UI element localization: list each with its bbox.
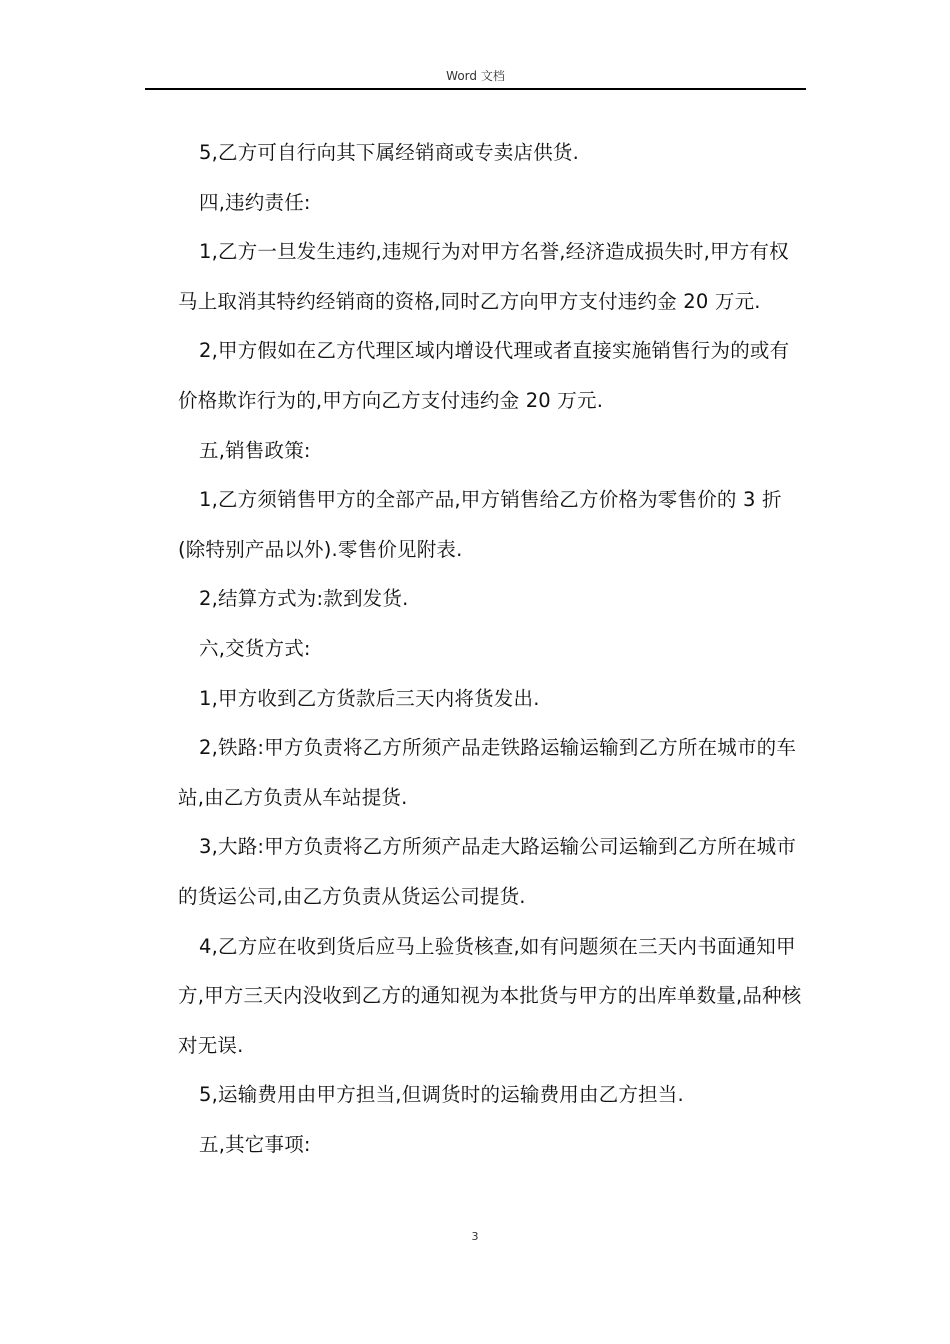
paragraph: 1,甲方收到乙方货款后三天内将货发出. bbox=[199, 686, 540, 710]
page-number: 3 bbox=[471, 1230, 479, 1243]
section-heading: 五,其它事项: bbox=[199, 1132, 311, 1156]
paragraph: 2,铁路:甲方负责将乙方所须产品走铁路运输运输到乙方所在城市的车站,由乙方负责从车站提货. bbox=[178, 736, 797, 809]
paragraph: 3,大路:甲方负责将乙方所须产品走大路运输公司运输到乙方所在城市的货运公司,由乙方负责从货运公司提货. bbox=[178, 835, 797, 908]
header-title: Word 文档 bbox=[446, 69, 505, 83]
paragraph: 2,结算方式为:款到发货. bbox=[199, 587, 409, 611]
section-heading: 四,违约责任: bbox=[199, 190, 311, 214]
paragraph: 1,乙方一旦发生违约,违规行为对甲方名誉,经济造成损失时,甲方有权马上取消其特约经销商的资格,同时乙方向甲方支付违约金 20 万元. bbox=[178, 240, 789, 313]
paragraph: 2,甲方假如在乙方代理区域内增设代理或者直接实施销售行为的或有价格欺诈行为的,甲方向乙方支付违约金 20 万元. bbox=[178, 339, 790, 412]
section-heading: 五,销售政策: bbox=[199, 438, 311, 462]
section-heading: 六,交货方式: bbox=[199, 636, 311, 660]
page-header bbox=[145, 68, 806, 90]
paragraph: 1,乙方须销售甲方的全部产品,甲方销售给乙方价格为零售价的 3 折(除特别产品以外).零售价见附表. bbox=[178, 488, 782, 561]
paragraph: 5,乙方可自行向其下属经销商或专卖店供货. bbox=[199, 141, 580, 164]
document-body bbox=[178, 128, 808, 1169]
paragraph: 4,乙方应在收到货后应马上验货核查,如有问题须在三天内书面通知甲方,甲方三天内没收到乙方的通知视为本批货与甲方的出库单数量,品种核对无误. bbox=[178, 934, 802, 1057]
paragraph: 5,运输费用由甲方担当,但调货时的运输费用由乙方担当. bbox=[199, 1083, 684, 1107]
